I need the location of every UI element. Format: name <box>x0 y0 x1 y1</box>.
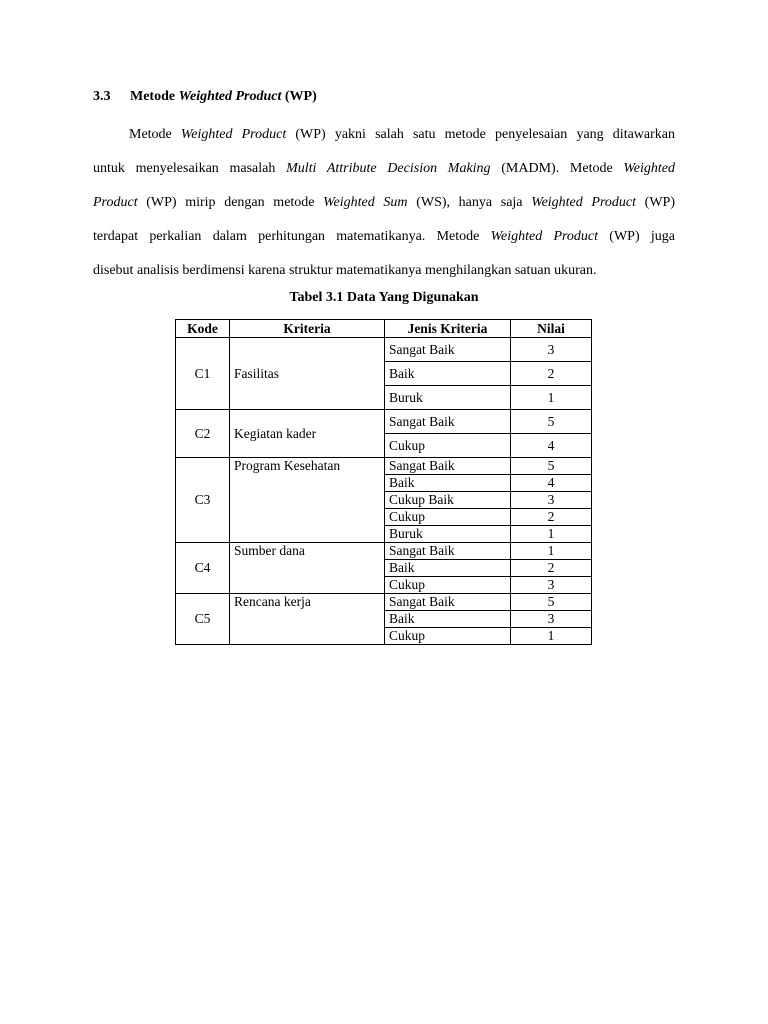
cell-nilai: 1 <box>511 543 592 560</box>
cell-jenis-kriteria: Buruk <box>385 526 511 543</box>
cell-kode: C4 <box>176 543 230 594</box>
italic-term: Weighted Product <box>490 229 599 244</box>
table-row <box>176 543 592 560</box>
header-kode: Kode <box>176 320 230 338</box>
paragraph-line <box>93 186 675 220</box>
cell-nilai: 3 <box>511 611 592 628</box>
italic-term: Weighted Product <box>180 127 287 142</box>
cell-nilai: 3 <box>511 338 592 362</box>
criteria-table <box>175 319 592 645</box>
paragraph-line <box>93 220 675 254</box>
cell-jenis-kriteria: Cukup <box>385 434 511 458</box>
table-caption: Tabel 3.1 Data Yang Digunakan <box>289 290 479 305</box>
cell-jenis-kriteria: Cukup <box>385 628 511 645</box>
cell-kode: C3 <box>176 458 230 543</box>
cell-kode: C5 <box>176 594 230 645</box>
cell-nilai: 1 <box>511 526 592 543</box>
cell-kriteria: Fasilitas <box>230 338 385 410</box>
cell-nilai: 1 <box>511 628 592 645</box>
text-run: (WS), hanya saja <box>407 195 532 210</box>
paragraph-line <box>93 254 675 288</box>
body-paragraph <box>93 118 675 288</box>
text-run: terdapat perkalian dalam perhitungan matematikanya. Metode <box>93 229 491 244</box>
text-run: (WP) juga <box>598 229 675 244</box>
cell-nilai: 5 <box>511 458 592 475</box>
cell-nilai: 5 <box>511 410 592 434</box>
cell-jenis-kriteria: Cukup <box>385 509 511 526</box>
cell-kriteria: Program Kesehatan <box>230 458 385 543</box>
cell-nilai: 2 <box>511 509 592 526</box>
text-run: (MADM). Metode <box>490 161 624 176</box>
cell-nilai: 5 <box>511 594 592 611</box>
section-number: 3.3 <box>93 89 111 104</box>
cell-jenis-kriteria: Baik <box>385 362 511 386</box>
section-title-italic: Weighted Product <box>178 89 282 104</box>
cell-jenis-kriteria: Sangat Baik <box>385 410 511 434</box>
italic-term: Product <box>93 195 138 210</box>
cell-jenis-kriteria: Baik <box>385 611 511 628</box>
table-row <box>176 594 592 611</box>
header-jenis-kriteria: Jenis Kriteria <box>385 320 511 338</box>
cell-nilai: 4 <box>511 434 592 458</box>
cell-nilai: 1 <box>511 386 592 410</box>
cell-kode: C1 <box>176 338 230 410</box>
section-heading <box>93 88 317 106</box>
paragraph-line <box>93 118 675 152</box>
table-row <box>176 458 592 475</box>
paragraph-line <box>93 152 675 186</box>
table-row <box>176 410 592 434</box>
header-nilai: Nilai <box>511 320 592 338</box>
cell-kode: C2 <box>176 410 230 458</box>
text-run: Metode <box>129 127 181 142</box>
italic-term: Weighted <box>623 161 675 176</box>
cell-nilai: 2 <box>511 362 592 386</box>
text-run: (WP) yakni salah satu metode penyelesaian yang ditawarkan <box>286 127 675 142</box>
text-run: untuk menyelesaikan masalah <box>93 161 287 176</box>
cell-jenis-kriteria: Sangat Baik <box>385 338 511 362</box>
italic-term: Weighted Product <box>531 195 637 210</box>
cell-jenis-kriteria: Cukup Baik <box>385 492 511 509</box>
table-body <box>176 338 592 645</box>
cell-jenis-kriteria: Baik <box>385 475 511 492</box>
cell-kriteria: Sumber dana <box>230 543 385 594</box>
table-header-row <box>176 320 592 338</box>
cell-jenis-kriteria: Sangat Baik <box>385 594 511 611</box>
cell-nilai: 3 <box>511 492 592 509</box>
text-run: (WP) mirip dengan metode <box>137 195 324 210</box>
cell-jenis-kriteria: Cukup <box>385 577 511 594</box>
cell-jenis-kriteria: Sangat Baik <box>385 458 511 475</box>
cell-nilai: 3 <box>511 577 592 594</box>
header-kriteria: Kriteria <box>230 320 385 338</box>
table-row <box>176 338 592 362</box>
italic-term: Weighted Sum <box>323 195 408 210</box>
cell-nilai: 4 <box>511 475 592 492</box>
text-run: disebut analisis berdimensi karena struktur matematikanya menghilangkan satuan ukuran. <box>93 263 597 278</box>
cell-kriteria: Kegiatan kader <box>230 410 385 458</box>
cell-kriteria: Rencana kerja <box>230 594 385 645</box>
section-title-prefix: Metode <box>130 89 179 104</box>
cell-jenis-kriteria: Sangat Baik <box>385 543 511 560</box>
cell-jenis-kriteria: Baik <box>385 560 511 577</box>
italic-term: Multi Attribute Decision Making <box>286 161 491 176</box>
cell-nilai: 2 <box>511 560 592 577</box>
section-title-suffix: (WP) <box>281 89 317 104</box>
text-run: (WP) <box>636 195 675 210</box>
cell-jenis-kriteria: Buruk <box>385 386 511 410</box>
